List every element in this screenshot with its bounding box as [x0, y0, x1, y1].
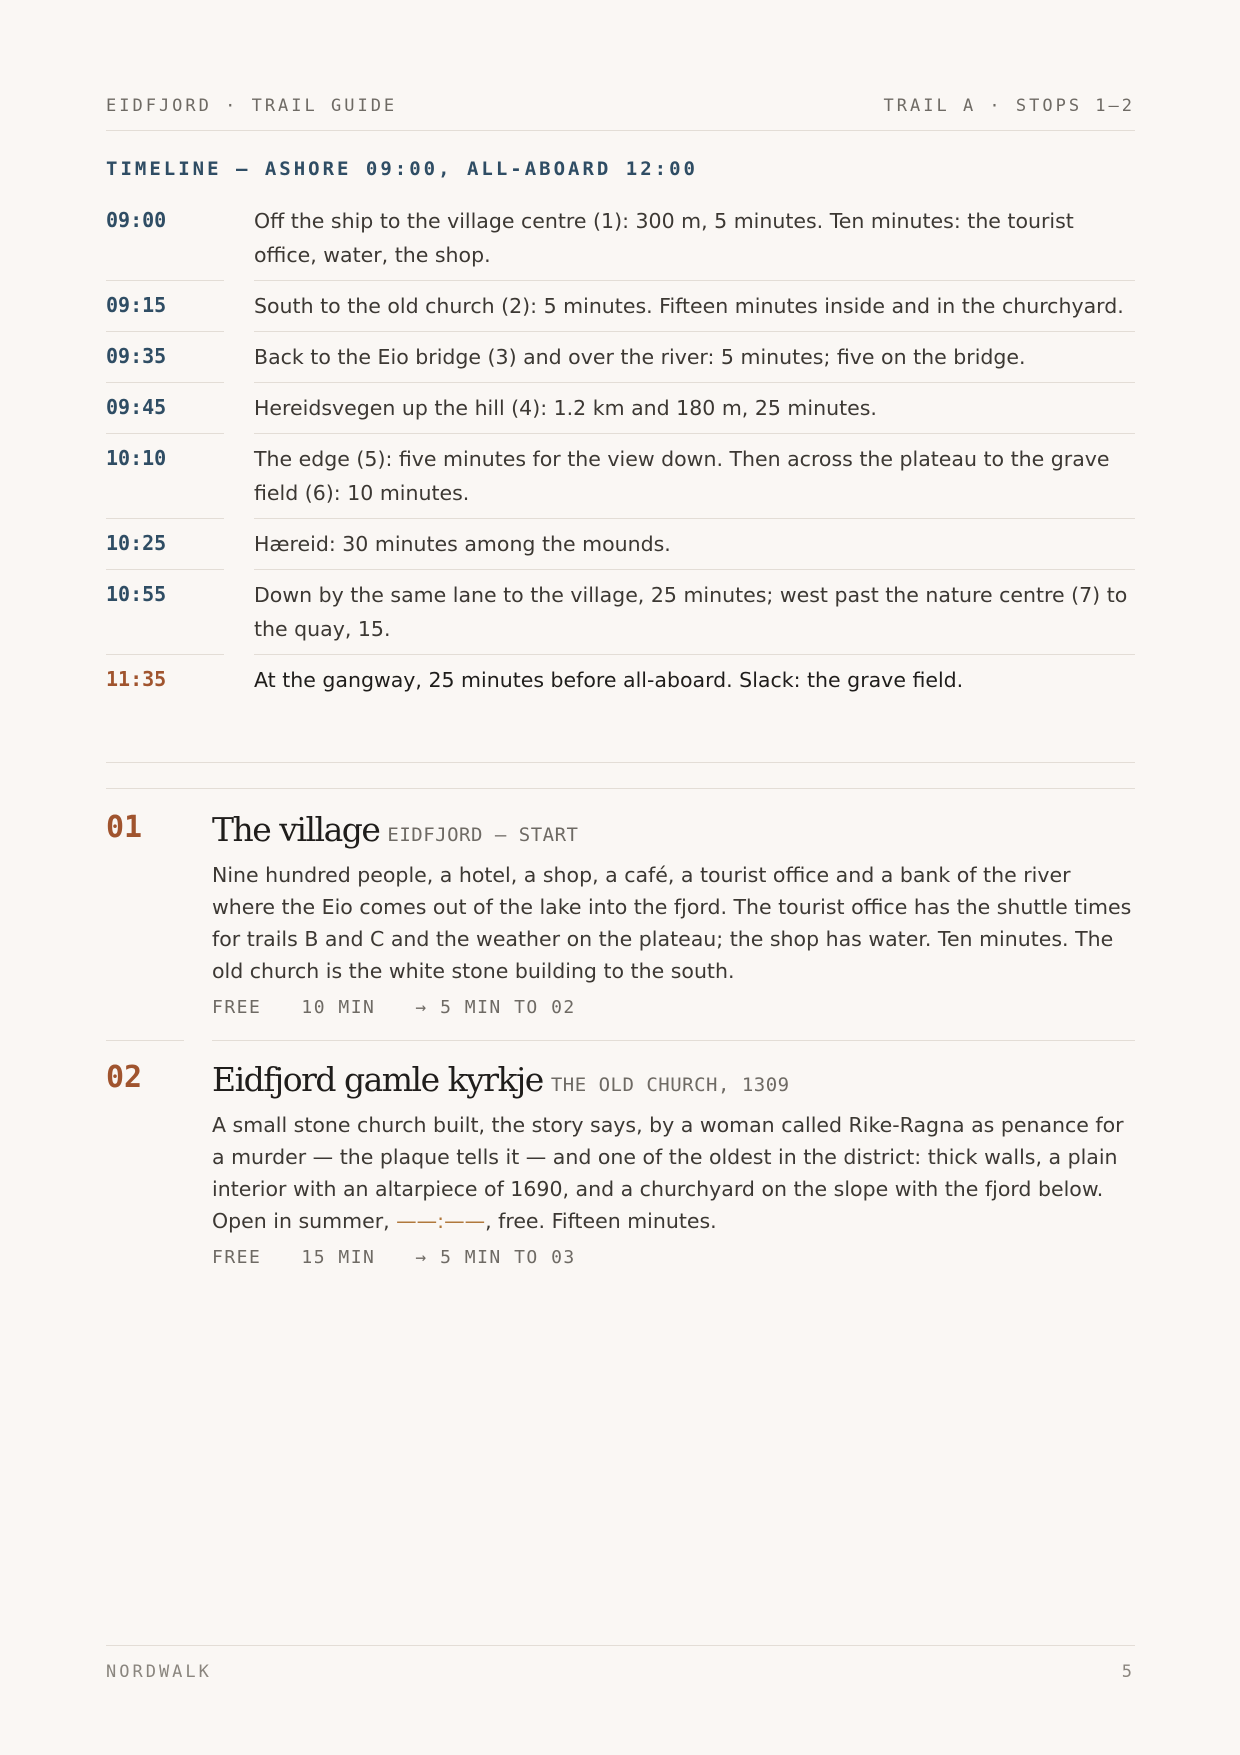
timeline-text: Down by the same lane to the village, 25 minutes; west past the nature centre (7) to the quay, 15. — [254, 583, 1128, 641]
stop-number: 02 — [106, 1060, 143, 1095]
page-footer — [106, 1645, 1135, 1682]
timeline-text: South to the old church (2): 5 minutes. Fifteen minutes inside and in the churchyard. — [254, 294, 1124, 318]
header-title: EIDFJORD · TRAIL GUIDE — [106, 96, 398, 116]
timeline-row-final — [106, 655, 1135, 705]
timeline-text: At the gangway, 25 minutes before all-aboard. Slack: the grave field. — [254, 668, 964, 692]
stop-heading — [212, 1060, 1135, 1099]
stop-next: → 5 MIN TO 03 — [415, 1247, 576, 1268]
stop-price: FREE — [212, 997, 262, 1018]
timeline-row — [106, 332, 1135, 383]
timeline-text: Off the ship to the village centre (1): 300 m, 5 minutes. Ten minutes: the tourist office, water, the shop. — [254, 209, 1074, 267]
stop-meta — [212, 1247, 1135, 1268]
stop-price: FREE — [212, 1247, 262, 1268]
stop-text-before: A small stone church built, the story says, by a woman called Rike-Ragna as penance for a murder — the plaque tells it — and one of the oldest in the district: thick walls, a plain interior with an altarpiece of 1690, and a churchyard on the slope with the fjord below. Open in summer, — [212, 1113, 1124, 1233]
timeline-row — [106, 570, 1135, 655]
timeline-text: Hæreid: 30 minutes among the mounds. — [254, 532, 671, 556]
divider — [212, 1040, 1135, 1041]
stop-text-after: , free. Fifteen minutes. — [485, 1209, 717, 1233]
stop-duration: 10 MIN — [301, 997, 376, 1018]
divider — [106, 788, 1135, 789]
timeline-time: 10:25 — [106, 531, 167, 555]
timeline-text: The edge (5): five minutes for the view down. Then across the plateau to the grave field (6): 10 minutes. — [254, 447, 1110, 505]
header-section: TRAIL A · STOPS 1–2 — [883, 96, 1135, 116]
page-header — [106, 96, 1135, 131]
timeline-time: 10:10 — [106, 446, 167, 470]
timeline-row — [106, 519, 1135, 570]
timeline-row — [106, 281, 1135, 332]
stop-description: Nine hundred people, a hotel, a shop, a café, a tourist office and a bank of the river where the Eio comes out of the lake into the fjord. The tourist office has the shuttle times for trails B and C and the weather on the plateau; the shop has water. Ten minutes. The old church is the white stone building to the south. — [212, 863, 1132, 983]
page — [106, 0, 1135, 1755]
stop-name: Eidfjord gamle kyrkje — [212, 1060, 543, 1099]
timeline-row — [106, 196, 1135, 281]
stop-number: 01 — [106, 810, 143, 845]
timeline-time: 09:15 — [106, 293, 167, 317]
divider — [106, 762, 1135, 763]
timeline-title: TIMELINE — ASHORE 09:00, ALL-ABOARD 12:00 — [106, 158, 698, 180]
stop-subtitle: EIDFJORD — START — [387, 824, 579, 846]
timeline-time: 09:45 — [106, 395, 167, 419]
timeline-time: 09:35 — [106, 344, 167, 368]
footer-brand: NORDWALK — [106, 1662, 212, 1682]
timeline-time: 10:55 — [106, 582, 167, 606]
timeline-text: Back to the Eio bridge (3) and over the river: 5 minutes; five on the bridge. — [254, 345, 1026, 369]
timeline-time: 09:00 — [106, 208, 167, 232]
stop-next: → 5 MIN TO 02 — [415, 997, 576, 1018]
stop-name: The village — [212, 810, 380, 849]
page-number: 5 — [1121, 1662, 1135, 1682]
stop-description — [212, 1109, 1135, 1237]
timeline-row — [106, 434, 1135, 519]
stop-duration: 15 MIN — [301, 1247, 376, 1268]
timeline-text: Hereidsvegen up the hill (4): 1.2 km and 180 m, 25 minutes. — [254, 396, 877, 420]
stop-heading — [212, 810, 1135, 849]
timeline-row — [106, 383, 1135, 434]
redacted-hours: ——:—— — [396, 1209, 486, 1233]
timeline-table — [106, 196, 1135, 705]
timeline-time: 11:35 — [106, 667, 167, 691]
stop-meta — [212, 997, 1135, 1018]
divider — [106, 1040, 184, 1041]
stop-subtitle: THE OLD CHURCH, 1309 — [550, 1074, 790, 1096]
